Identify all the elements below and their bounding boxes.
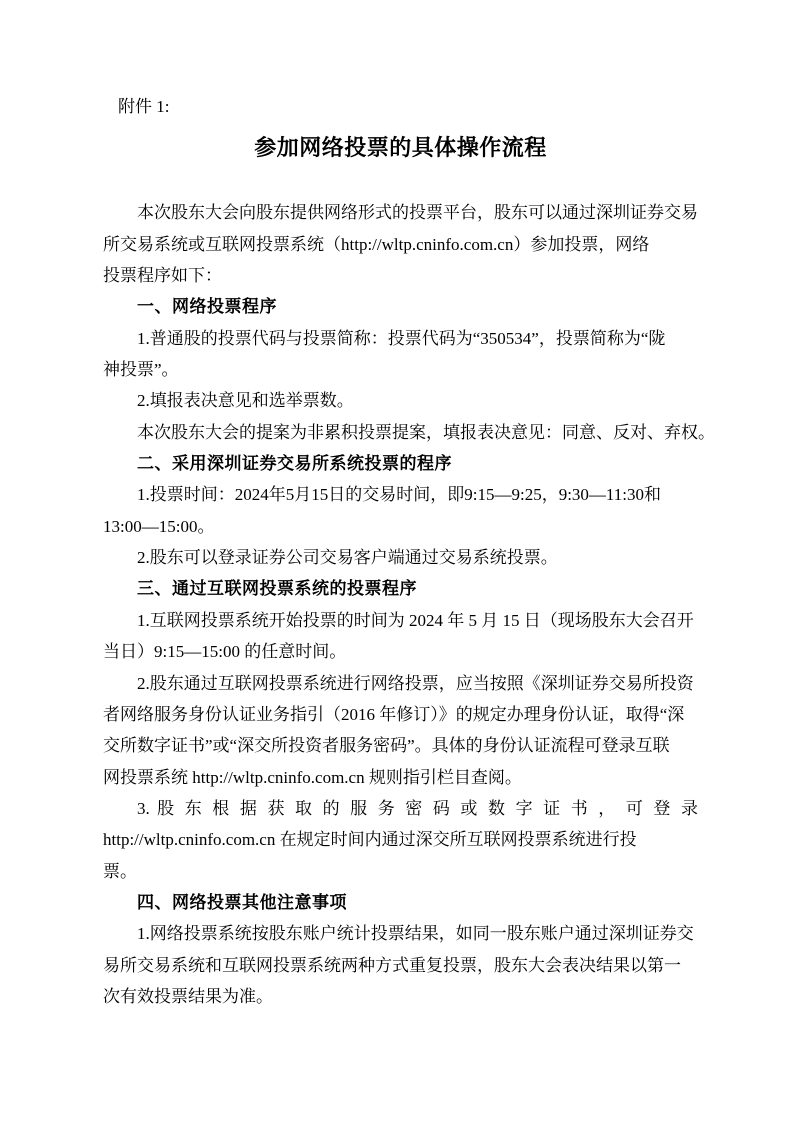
paragraph-line: 1.网络投票系统按股东账户统计投票结果，如同一股东账户通过深圳证券交 [137,924,694,944]
paragraph-line: 1.普通股的投票代码与投票简称：投票代码为“350534”，投票简称为“陇 [137,328,666,348]
paragraph-line: http://wltp.cninfo.com.cn 在规定时间内通过深交所互联网投票系统进行投 [103,830,637,850]
paragraph-line: 次有效投票结果为准。 [103,986,273,1006]
paragraph-line: 所交易系统或互联网投票系统（http://wltp.cninfo.com.cn）参加投票，网络 [103,234,650,254]
paragraph-line: 投票程序如下： [103,266,222,286]
paragraph-line: 1.投票时间：2024年5月15日的交易时间，即9:15—9:25，9:30—11:30和 [137,485,662,505]
paragraph-line: 易所交易系统和互联网投票系统两种方式重复投票，股东大会表决结果以第一 [103,955,681,975]
section-4-heading: 四、网络投票其他注意事项 [137,892,347,912]
paragraph-line: 交所数字证书”或“深交所投资者服务密码”。具体的身份认证流程可登录互联 [103,736,670,756]
section-3-heading: 三、通过互联网投票系统的投票程序 [137,579,417,599]
attachment-label: 附件 1: [118,97,170,116]
paragraph-line: 本次股东大会向股东提供网络形式的投票平台，股东可以通过深圳证券交易 [137,203,698,223]
paragraph-line: 网投票系统 http://wltp.cninfo.com.cn 规则指引栏目查阅。 [103,767,522,787]
paragraph-line: 3. 股 东 根 据 获 取 的 服 务 密 码 或 数 字 证 书 ， 可 登 录 [137,798,698,818]
paragraph-line: 本次股东大会的提案为非累积投票提案，填报表决意见：同意、反对、弃权。 [137,422,715,442]
paragraph-line: 13:00—15:00。 [103,516,215,536]
paragraph-line: 2.股东可以登录证券公司交易客户端通过交易系统投票。 [137,548,558,568]
page-title: 参加网络投票的具体操作流程 [254,135,547,161]
paragraph-line: 2.填报表决意见和选举票数。 [137,391,354,411]
paragraph-line: 2.股东通过互联网投票系统进行网络投票，应当按照《深圳证券交易所投资 [137,673,694,693]
paragraph-line: 票。 [103,861,137,881]
paragraph-line: 者网络服务身份认证业务指引（2016 年修订）》的规定办理身份认证，取得“深 [103,704,685,724]
paragraph-line: 当日）9:15—15:00 的任意时间。 [103,642,347,662]
section-2-heading: 二、采用深圳证券交易所系统投票的程序 [137,454,452,474]
paragraph-line: 1.互联网投票系统开始投票的时间为 2024 年 5 月 15 日（现场股东大会召开 [137,610,694,630]
section-1-heading: 一、网络投票程序 [137,297,277,317]
paragraph-line: 神投票”。 [103,360,179,380]
